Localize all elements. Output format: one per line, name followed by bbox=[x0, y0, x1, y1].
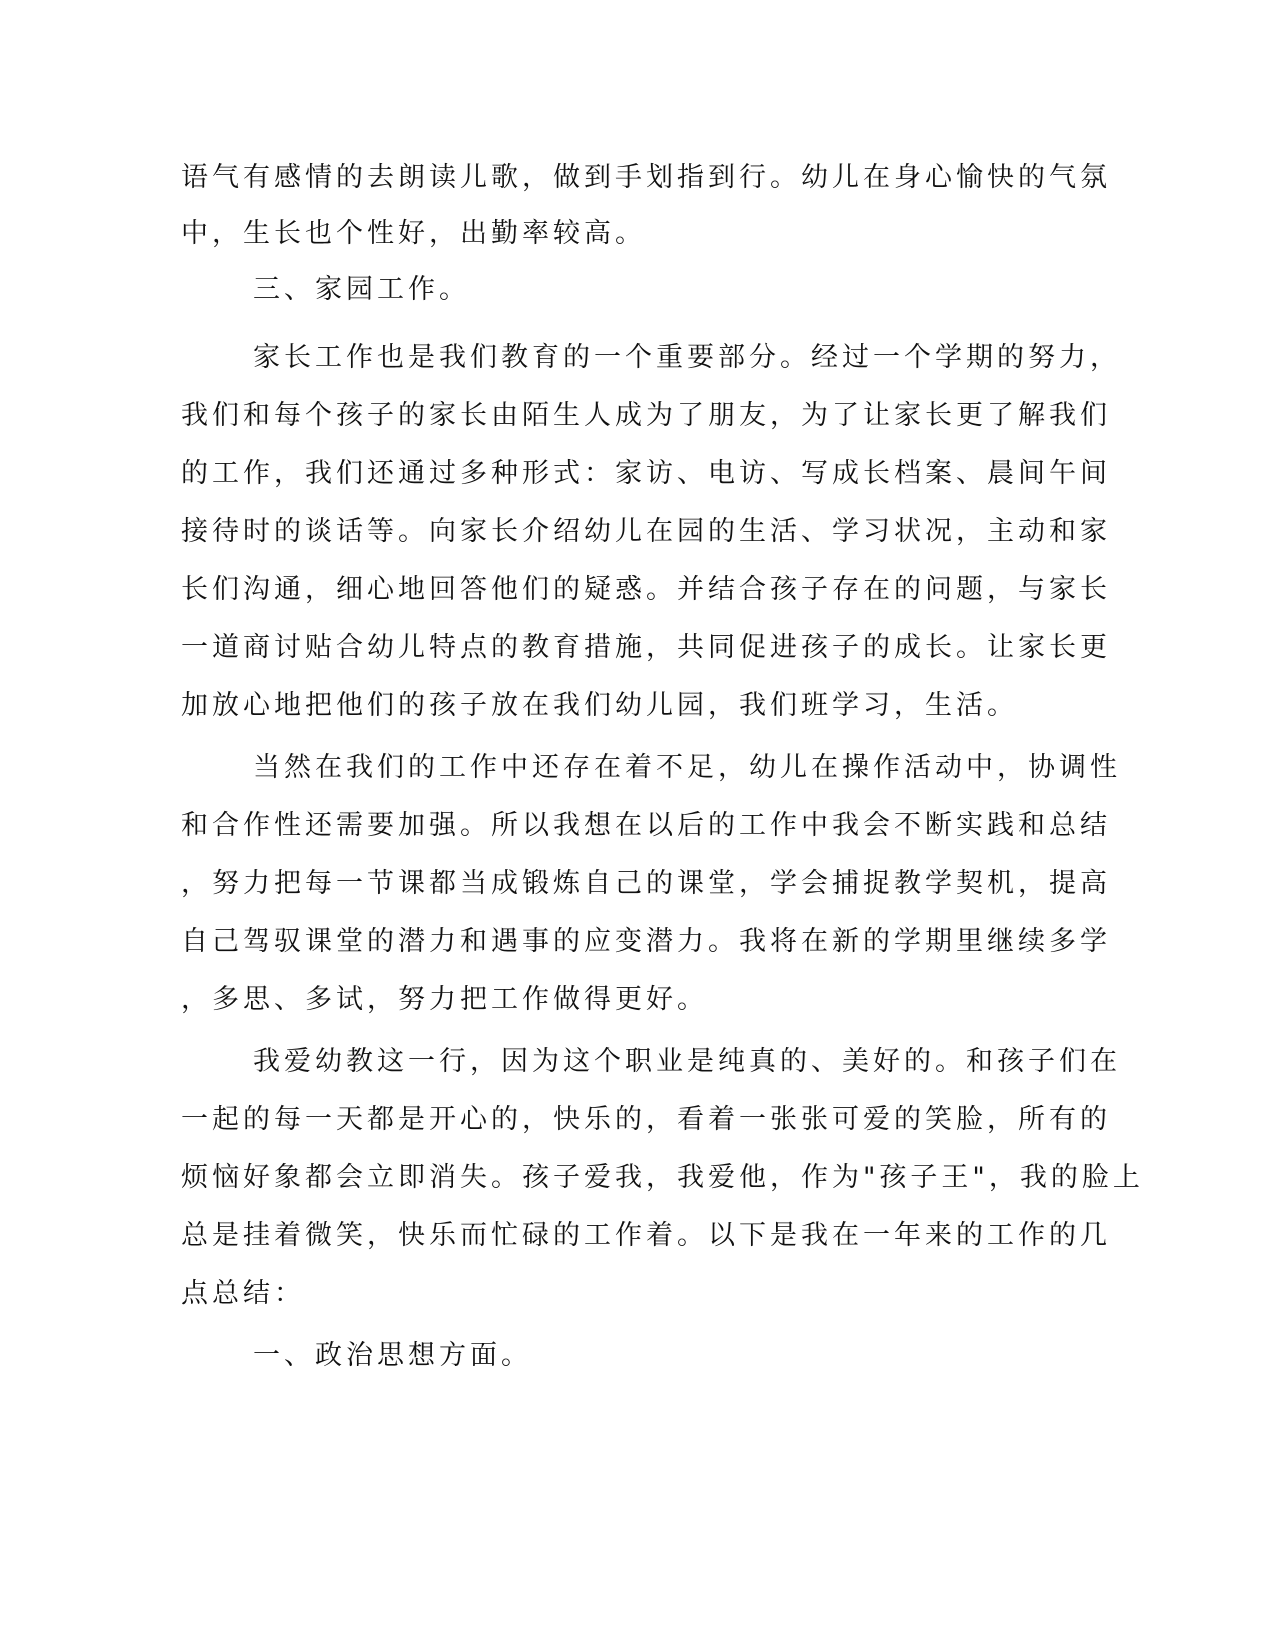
text-line: ，多思、多试，努力把工作做得更好。 bbox=[181, 984, 708, 1015]
paragraph-first-line: 当然在我们的工作中还存在着不足，幼儿在操作活动中，协调性 bbox=[253, 752, 1121, 783]
text-line: 总是挂着微笑，快乐而忙碌的工作着。以下是我在一年来的工作的几 bbox=[181, 1220, 1111, 1251]
text-line: 接待时的谈话等。向家长介绍幼儿在园的生活、学习状况，主动和家 bbox=[181, 516, 1111, 547]
text-line: 中，生长也个性好，出勤率较高。 bbox=[181, 218, 646, 249]
paragraph-first-line: 家长工作也是我们教育的一个重要部分。经过一个学期的努力， bbox=[253, 342, 1121, 373]
text-line: 一起的每一天都是开心的，快乐的，看着一张张可爱的笑脸，所有的 bbox=[181, 1104, 1111, 1135]
section-heading: 一、政治思想方面。 bbox=[253, 1340, 532, 1371]
text-line: 和合作性还需要加强。所以我想在以后的工作中我会不断实践和总结 bbox=[181, 810, 1111, 841]
text-line: 加放心地把他们的孩子放在我们幼儿园，我们班学习，生活。 bbox=[181, 690, 1018, 721]
text-line: 自己驾驭课堂的潜力和遇事的应变潜力。我将在新的学期里继续多学 bbox=[181, 926, 1111, 957]
paragraph-first-line: 我爱幼教这一行，因为这个职业是纯真的、美好的。和孩子们在 bbox=[253, 1046, 1121, 1077]
text-line: 的工作，我们还通过多种形式：家访、电访、写成长档案、晨间午间 bbox=[181, 458, 1111, 489]
text-line: 长们沟通，细心地回答他们的疑惑。并结合孩子存在的问题，与家长 bbox=[181, 574, 1111, 605]
text-line: 我们和每个孩子的家长由陌生人成为了朋友，为了让家长更了解我们 bbox=[181, 400, 1111, 431]
text-line: 一道商讨贴合幼儿特点的教育措施，共同促进孩子的成长。让家长更 bbox=[181, 632, 1111, 663]
text-line: 语气有感情的去朗读儿歌，做到手划指到行。幼儿在身心愉快的气氛 bbox=[181, 162, 1111, 193]
section-heading: 三、家园工作。 bbox=[253, 274, 470, 305]
text-line: 点总结： bbox=[181, 1278, 305, 1309]
text-line: 烦恼好象都会立即消失。孩子爱我，我爱他，作为"孩子王"，我的脸上 bbox=[181, 1162, 1144, 1193]
text-line: ，努力把每一节课都当成锻炼自己的课堂，学会捕捉教学契机，提高 bbox=[181, 868, 1111, 899]
